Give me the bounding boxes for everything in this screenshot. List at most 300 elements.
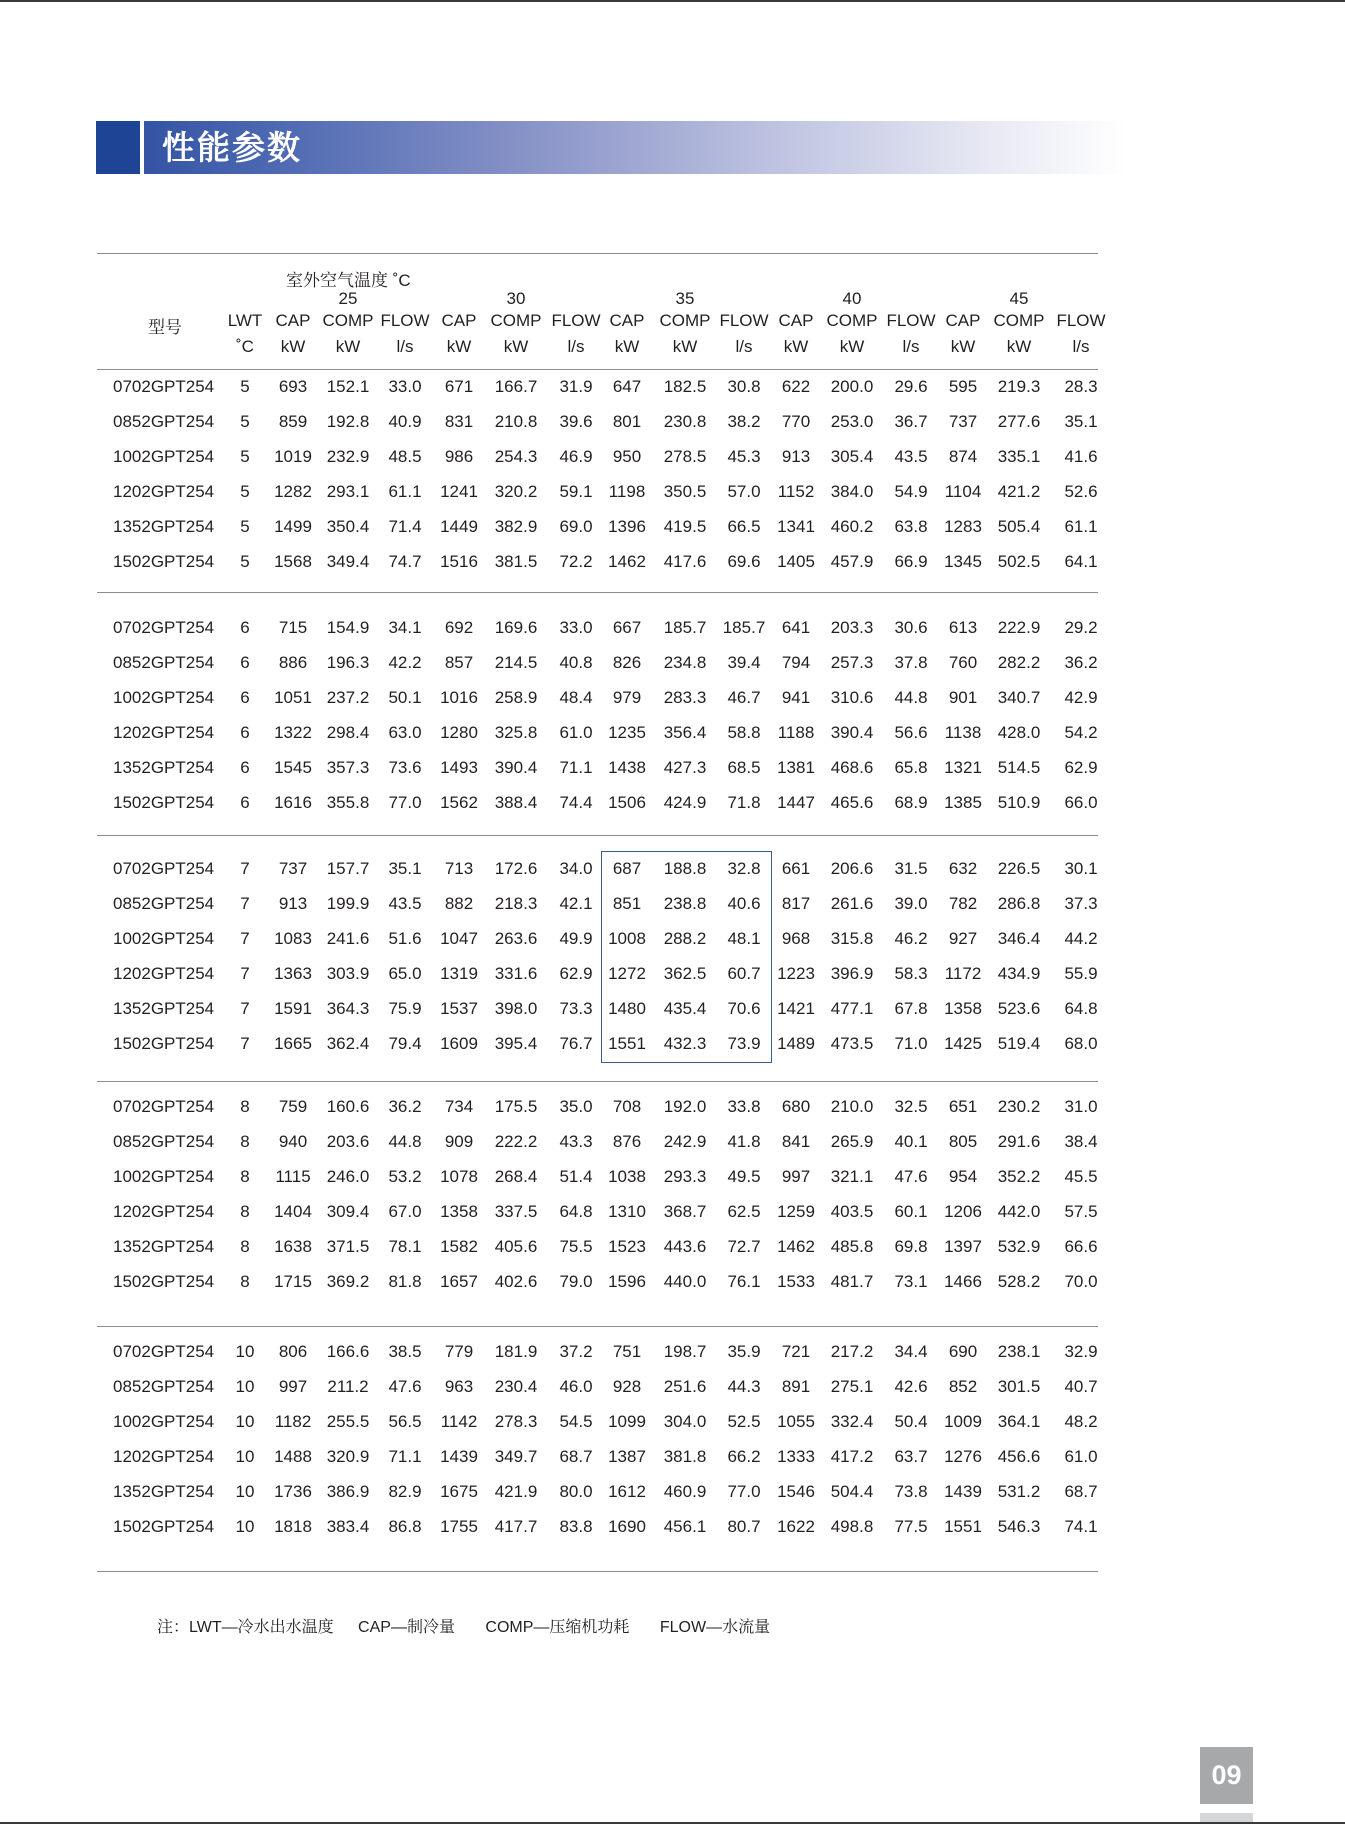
title-accent-block <box>96 121 140 174</box>
table-cell: 35.1 <box>1064 412 1098 431</box>
table-cell: 75.9 <box>388 999 422 1018</box>
table-cell: 49.9 <box>559 929 593 948</box>
table-cell: 47.6 <box>388 1377 422 1396</box>
table-cell: 301.5 <box>997 1377 1041 1396</box>
table-cell: 1104 <box>944 482 982 501</box>
table-cell: 73.8 <box>894 1482 928 1501</box>
table-cell: 10 <box>235 1482 255 1501</box>
table-cell: 42.6 <box>894 1377 928 1396</box>
table-cell: 1715 <box>274 1272 312 1291</box>
table-cell: 86.8 <box>388 1517 422 1536</box>
table-cell: 278.3 <box>494 1412 538 1431</box>
column-name: FLOW <box>1056 311 1106 330</box>
table-cell: 671 <box>444 377 474 396</box>
table-cell: 362.4 <box>326 1034 370 1053</box>
table-cell: 477.1 <box>830 999 874 1018</box>
table-cell: 531.2 <box>997 1482 1041 1501</box>
table-cell: 181.9 <box>494 1342 538 1361</box>
table-cell: 230.4 <box>494 1377 538 1396</box>
table-cell: 874 <box>948 447 978 466</box>
table-cell: 419.5 <box>663 517 707 536</box>
table-cell: 1387 <box>608 1447 646 1466</box>
column-name: CAP <box>945 311 981 330</box>
table-cell: 349.4 <box>326 552 370 571</box>
column-name: CAP <box>778 311 814 330</box>
model-cell: 0702GPT254 <box>113 1097 215 1116</box>
table-cell: 7 <box>240 1034 250 1053</box>
table-cell: 41.6 <box>1064 447 1098 466</box>
table-cell: 48.2 <box>1064 1412 1098 1431</box>
table-cell: 169.6 <box>494 618 538 637</box>
table-cell: 43.5 <box>894 447 928 466</box>
table-cell: 1319 <box>440 964 478 983</box>
model-cell: 1002GPT254 <box>113 929 215 948</box>
table-cell: 440.0 <box>663 1272 707 1291</box>
temp-heading-30: 30 <box>506 289 526 308</box>
table-cell: 690 <box>948 1342 978 1361</box>
table-cell: 1038 <box>608 1167 646 1186</box>
table-cell: 80.0 <box>559 1482 593 1501</box>
table-cell: 65.8 <box>894 758 928 777</box>
table-cell: 6 <box>240 758 250 777</box>
table-cell: 8 <box>240 1202 250 1221</box>
column-unit: l/s <box>902 337 920 356</box>
table-cell: 382.9 <box>494 517 538 536</box>
table-cell: 203.6 <box>326 1132 370 1151</box>
table-cell: 33.0 <box>559 618 593 637</box>
table-cell: 687 <box>612 859 642 878</box>
table-cell: 166.7 <box>494 377 538 396</box>
table-cell: 1447 <box>777 793 815 812</box>
table-cell: 77.0 <box>727 1482 761 1501</box>
table-cell: 460.9 <box>663 1482 707 1501</box>
table-cell: 309.4 <box>326 1202 370 1221</box>
table-cell: 278.5 <box>663 447 707 466</box>
table-cell: 41.8 <box>727 1132 761 1151</box>
page-title: 性能参数 <box>162 128 302 167</box>
table-cell: 38.5 <box>388 1342 422 1361</box>
table-cell: 35.1 <box>388 859 422 878</box>
column-unit: kW <box>614 337 640 356</box>
table-cell: 73.3 <box>559 999 593 1018</box>
table-cell: 1276 <box>944 1447 982 1466</box>
model-cell: 1202GPT254 <box>113 1202 215 1221</box>
table-cell: 59.1 <box>559 482 593 501</box>
table-cell: 1675 <box>440 1482 478 1501</box>
table-cell: 680 <box>781 1097 811 1116</box>
table-cell: 427.3 <box>663 758 707 777</box>
table-cell: 432.3 <box>663 1034 707 1053</box>
table-cell: 61.1 <box>1064 517 1098 536</box>
table-cell: 460.2 <box>830 517 874 536</box>
table-cell: 721 <box>781 1342 811 1361</box>
table-cell: 40.1 <box>894 1132 928 1151</box>
table-cell: 68.0 <box>1064 1034 1098 1053</box>
table-cell: 218.3 <box>494 894 538 913</box>
table-cell: 1638 <box>274 1237 312 1256</box>
table-cell: 232.9 <box>326 447 370 466</box>
column-name: COMP <box>659 311 711 330</box>
table-cell: 226.5 <box>997 859 1041 878</box>
table-cell: 805 <box>948 1132 978 1151</box>
table-cell: 71.8 <box>727 793 761 812</box>
table-cell: 43.3 <box>559 1132 593 1151</box>
table-cell: 60.1 <box>894 1202 928 1221</box>
table-cell: 50.1 <box>388 688 422 707</box>
table-cell: 71.1 <box>559 758 593 777</box>
model-cell: 1502GPT254 <box>113 1517 215 1536</box>
table-cell: 1182 <box>274 1412 312 1431</box>
table-cell: 263.6 <box>494 929 538 948</box>
table-cell: 402.6 <box>494 1272 538 1291</box>
table-cell: 44.8 <box>388 1132 422 1151</box>
table-cell: 37.3 <box>1064 894 1098 913</box>
column-name: FLOW <box>380 311 430 330</box>
table-cell: 199.9 <box>326 894 370 913</box>
table-cell: 1499 <box>274 517 312 536</box>
table-cell: 519.4 <box>997 1034 1041 1053</box>
model-cell: 1202GPT254 <box>113 964 215 983</box>
table-cell: 395.4 <box>494 1034 538 1053</box>
table-cell: 364.1 <box>997 1412 1041 1431</box>
model-cell: 1502GPT254 <box>113 1272 215 1291</box>
model-cell: 1002GPT254 <box>113 688 215 707</box>
model-cell: 1502GPT254 <box>113 552 215 571</box>
table-cell: 71.1 <box>388 1447 422 1466</box>
table-cell: 32.5 <box>894 1097 928 1116</box>
table-cell: 1537 <box>440 999 478 1018</box>
table-cell: 288.2 <box>663 929 707 948</box>
table-cell: 909 <box>444 1132 474 1151</box>
table-cell: 172.6 <box>494 859 538 878</box>
column-unit: kW <box>950 337 976 356</box>
table-cell: 6 <box>240 618 250 637</box>
model-cell: 1002GPT254 <box>113 447 215 466</box>
table-cell: 5 <box>240 412 250 431</box>
table-cell: 5 <box>240 482 250 501</box>
table-cell: 268.4 <box>494 1167 538 1186</box>
table-cell: 8 <box>240 1167 250 1186</box>
table-cell: 1188 <box>777 723 815 742</box>
table-cell: 979 <box>612 688 642 707</box>
table-cell: 68.9 <box>894 793 928 812</box>
table-cell: 1235 <box>608 723 646 742</box>
table-cell: 36.7 <box>894 412 928 431</box>
model-cell: 1002GPT254 <box>113 1412 215 1431</box>
table-cell: 7 <box>240 859 250 878</box>
column-name: LWT <box>227 311 263 330</box>
model-cell: 1202GPT254 <box>113 482 215 501</box>
table-cell: 33.8 <box>727 1097 761 1116</box>
column-unit: l/s <box>396 337 414 356</box>
table-cell: 485.8 <box>830 1237 874 1256</box>
table-cell: 255.5 <box>326 1412 370 1431</box>
table-cell: 1609 <box>440 1034 478 1053</box>
table-cell: 794 <box>781 653 811 672</box>
table-cell: 1622 <box>777 1517 815 1536</box>
table-cell: 210.0 <box>830 1097 874 1116</box>
table-cell: 8 <box>240 1272 250 1291</box>
table-cell: 38.4 <box>1064 1132 1098 1151</box>
temp-heading-45: 45 <box>1009 289 1029 308</box>
table-cell: 192.8 <box>326 412 370 431</box>
table-cell: 1172 <box>944 964 982 983</box>
table-cell: 383.4 <box>326 1517 370 1536</box>
table-cell: 1665 <box>274 1034 312 1053</box>
table-cell: 46.2 <box>894 929 928 948</box>
table-cell: 1818 <box>274 1517 312 1536</box>
column-name: CAP <box>609 311 645 330</box>
table-cell: 54.5 <box>559 1412 593 1431</box>
table-cell: 214.5 <box>494 653 538 672</box>
table-cell: 46.0 <box>559 1377 593 1396</box>
table-cell: 74.4 <box>559 793 593 812</box>
model-cell: 1352GPT254 <box>113 1482 215 1501</box>
table-cell: 81.8 <box>388 1272 422 1291</box>
table-cell: 368.7 <box>663 1202 707 1221</box>
table-cell: 45.3 <box>727 447 761 466</box>
table-cell: 8 <box>240 1132 250 1151</box>
table-cell: 1223 <box>777 964 815 983</box>
table-cell: 67.8 <box>894 999 928 1018</box>
table-cell: 1545 <box>274 758 312 777</box>
table-cell: 61.0 <box>1064 1447 1098 1466</box>
table-cell: 751 <box>612 1342 642 1361</box>
group-rule <box>97 1081 1098 1082</box>
table-cell: 51.6 <box>388 929 422 948</box>
table-cell: 76.1 <box>727 1272 761 1291</box>
table-cell: 53.2 <box>388 1167 422 1186</box>
table-cell: 54.2 <box>1064 723 1098 742</box>
table-cell: 60.7 <box>727 964 761 983</box>
table-cell: 715 <box>278 618 308 637</box>
column-name: FLOW <box>886 311 936 330</box>
table-cell: 841 <box>781 1132 811 1151</box>
model-cell: 0702GPT254 <box>113 377 215 396</box>
table-cell: 1283 <box>944 517 982 536</box>
table-cell: 442.0 <box>997 1202 1041 1221</box>
table-cell: 405.6 <box>494 1237 538 1256</box>
table-cell: 325.8 <box>494 723 538 742</box>
table-cell: 71.4 <box>388 517 422 536</box>
table-cell: 52.6 <box>1064 482 1098 501</box>
table-cell: 1241 <box>440 482 478 501</box>
table-cell: 63.7 <box>894 1447 928 1466</box>
table-cell: 465.6 <box>830 793 874 812</box>
table-cell: 188.8 <box>663 859 707 878</box>
table-cell: 337.5 <box>494 1202 538 1221</box>
table-cell: 83.8 <box>559 1517 593 1536</box>
table-cell: 647 <box>612 377 642 396</box>
table-cell: 34.1 <box>388 618 422 637</box>
column-name: FLOW <box>719 311 769 330</box>
table-cell: 52.5 <box>727 1412 761 1431</box>
table-cell: 77.0 <box>388 793 422 812</box>
table-cell: 31.9 <box>559 377 593 396</box>
table-cell: 152.1 <box>326 377 370 396</box>
table-cell: 1385 <box>944 793 982 812</box>
table-cell: 66.6 <box>1064 1237 1098 1256</box>
table-cell: 1449 <box>440 517 478 536</box>
table-cell: 66.9 <box>894 552 928 571</box>
table-cell: 253.0 <box>830 412 874 431</box>
table-cell: 641 <box>781 618 811 637</box>
table-cell: 913 <box>278 894 308 913</box>
table-cell: 737 <box>278 859 308 878</box>
table-cell: 40.7 <box>1064 1377 1098 1396</box>
table-cell: 57.5 <box>1064 1202 1098 1221</box>
table-cell: 468.6 <box>830 758 874 777</box>
table-cell: 417.7 <box>494 1517 538 1536</box>
table-cell: 79.4 <box>388 1034 422 1053</box>
table-cell: 38.2 <box>727 412 761 431</box>
table-cell: 859 <box>278 412 308 431</box>
model-cell: 0702GPT254 <box>113 859 215 878</box>
table-cell: 1466 <box>944 1272 982 1291</box>
table-cell: 55.9 <box>1064 964 1098 983</box>
table-cell: 44.2 <box>1064 929 1098 948</box>
table-cell: 1396 <box>608 517 646 536</box>
table-cell: 481.7 <box>830 1272 874 1291</box>
table-cell: 502.5 <box>997 552 1041 571</box>
table-cell: 369.2 <box>326 1272 370 1291</box>
table-cell: 1516 <box>440 552 478 571</box>
table-cell: 1616 <box>274 793 312 812</box>
table-cell: 56.6 <box>894 723 928 742</box>
table-cell: 40.9 <box>388 412 422 431</box>
table-cell: 32.9 <box>1064 1342 1098 1361</box>
table-cell: 10 <box>235 1377 255 1396</box>
group-rule <box>97 835 1098 836</box>
column-unit: l/s <box>567 337 585 356</box>
top-border <box>0 0 1345 2</box>
table-cell: 63.0 <box>388 723 422 742</box>
table-cell: 69.8 <box>894 1237 928 1256</box>
table-cell: 68.7 <box>559 1447 593 1466</box>
temp-heading-40: 40 <box>842 289 862 308</box>
table-cell: 806 <box>278 1342 308 1361</box>
table-cell: 166.6 <box>326 1342 370 1361</box>
table-cell: 160.6 <box>326 1097 370 1116</box>
table-cell: 211.2 <box>327 1377 369 1396</box>
table-cell: 901 <box>948 688 978 707</box>
table-cell: 1272 <box>608 964 646 983</box>
table-cell: 1425 <box>944 1034 982 1053</box>
table-cell: 734 <box>444 1097 474 1116</box>
model-cell: 1352GPT254 <box>113 758 215 777</box>
table-cell: 595 <box>948 377 978 396</box>
table-cell: 64.8 <box>1064 999 1098 1018</box>
table-cell: 75.5 <box>559 1237 593 1256</box>
table-cell: 203.3 <box>830 618 874 637</box>
table-cell: 34.4 <box>894 1342 928 1361</box>
table-cell: 321.1 <box>830 1167 874 1186</box>
table-cell: 6 <box>240 688 250 707</box>
column-name: COMP <box>322 311 374 330</box>
table-cell: 1582 <box>440 1237 478 1256</box>
table-cell: 1489 <box>777 1034 815 1053</box>
column-name: CAP <box>275 311 311 330</box>
table-cell: 1078 <box>440 1167 478 1186</box>
column-unit: kW <box>783 337 809 356</box>
table-cell: 29.6 <box>894 377 928 396</box>
model-cell: 1352GPT254 <box>113 1237 215 1256</box>
table-cell: 882 <box>444 894 474 913</box>
table-cell: 66.5 <box>727 517 761 536</box>
table-cell: 298.4 <box>326 723 370 742</box>
table-cell: 42.2 <box>388 653 422 672</box>
table-cell: 997 <box>781 1167 811 1186</box>
table-cell: 713 <box>444 859 474 878</box>
table-cell: 261.6 <box>830 894 874 913</box>
table-cell: 443.6 <box>663 1237 707 1256</box>
table-cell: 737 <box>948 412 978 431</box>
table-cell: 1568 <box>274 552 312 571</box>
table-cell: 44.8 <box>894 688 928 707</box>
model-cell: 1002GPT254 <box>113 1167 215 1186</box>
table-cell: 230.2 <box>997 1097 1041 1116</box>
table-cell: 456.1 <box>663 1517 707 1536</box>
table-cell: 34.0 <box>559 859 593 878</box>
table-cell: 73.9 <box>727 1034 761 1053</box>
table-cell: 1341 <box>777 517 815 536</box>
table-cell: 304.0 <box>663 1412 707 1431</box>
table-cell: 66.2 <box>727 1447 761 1466</box>
table-bottom-rule <box>97 1571 1098 1572</box>
table-cell: 386.9 <box>326 1482 370 1501</box>
table-cell: 1591 <box>274 999 312 1018</box>
table-cell: 62.9 <box>559 964 593 983</box>
table-cell: 61.1 <box>388 482 422 501</box>
table-cell: 1198 <box>608 482 646 501</box>
model-cell: 1502GPT254 <box>113 793 215 812</box>
table-cell: 10 <box>235 1412 255 1431</box>
model-cell: 0702GPT254 <box>113 1342 215 1361</box>
table-cell: 417.2 <box>830 1447 874 1466</box>
table-cell: 58.8 <box>727 723 761 742</box>
table-cell: 8 <box>240 1097 250 1116</box>
table-cell: 210.8 <box>494 412 538 431</box>
table-cell: 35.0 <box>559 1097 593 1116</box>
table-cell: 1280 <box>440 723 478 742</box>
table-cell: 346.4 <box>997 929 1041 948</box>
table-cell: 29.2 <box>1064 618 1098 637</box>
table-cell: 7 <box>240 999 250 1018</box>
table-cell: 1488 <box>274 1447 312 1466</box>
table-cell: 157.7 <box>326 859 370 878</box>
table-cell: 1421 <box>777 999 815 1018</box>
table-cell: 352.2 <box>997 1167 1041 1186</box>
table-cell: 64.1 <box>1064 552 1098 571</box>
model-cell: 1202GPT254 <box>113 1447 215 1466</box>
table-cell: 1397 <box>944 1237 982 1256</box>
table-cell: 941 <box>781 688 811 707</box>
table-cell: 48.1 <box>727 929 761 948</box>
table-cell: 238.1 <box>997 1342 1041 1361</box>
table-cell: 42.1 <box>559 894 593 913</box>
table-cell: 40.6 <box>727 894 761 913</box>
table-cell: 219.3 <box>997 377 1041 396</box>
table-cell: 234.8 <box>663 653 707 672</box>
table-cell: 7 <box>240 929 250 948</box>
table-cell: 1405 <box>777 552 815 571</box>
table-cell: 185.7 <box>663 618 707 637</box>
table-cell: 66.0 <box>1064 793 1098 812</box>
column-unit: ˚C <box>236 337 254 356</box>
header-bottom-rule <box>97 369 1098 370</box>
table-cell: 50.4 <box>894 1412 928 1431</box>
table-cell: 986 <box>444 447 474 466</box>
